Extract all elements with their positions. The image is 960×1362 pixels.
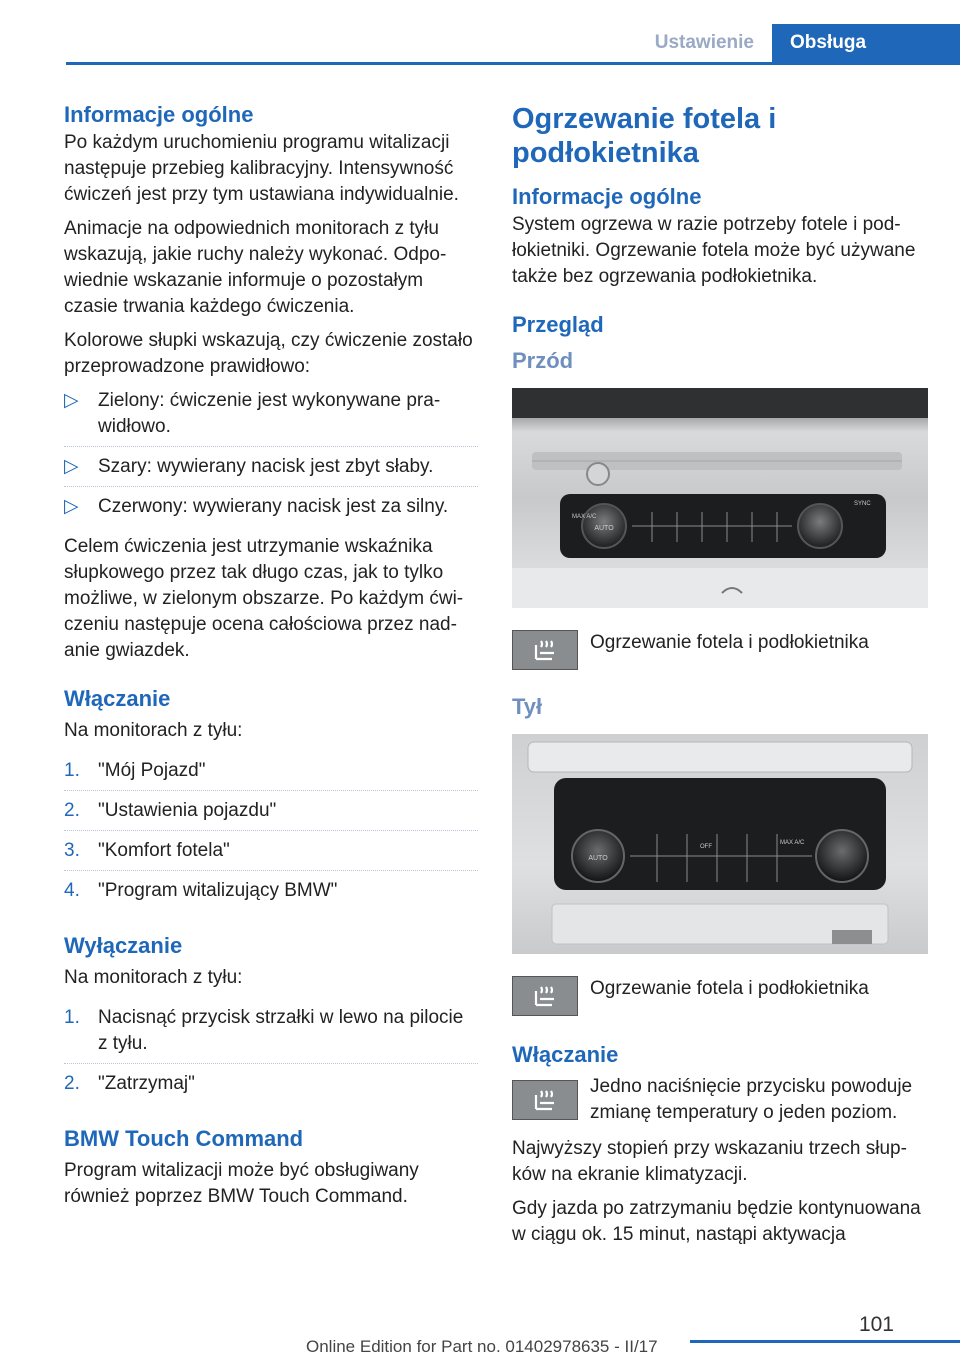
front-caption — [512, 630, 928, 670]
instruction-text: Jedno naciśnięcie przycisku powoduje zmianę temperatury o jeden poziom. — [590, 1076, 913, 1123]
seat-heating-icon — [512, 1080, 578, 1120]
caption-text: Ogrzewanie fotela i podłokietnika — [590, 632, 869, 653]
heading-switch-on: Włączanie — [512, 1042, 619, 1067]
heading-overview: Przegląd — [512, 312, 604, 337]
svg-text:AUTO: AUTO — [588, 855, 608, 862]
triangle-bullet-icon: ▷ — [64, 456, 79, 477]
rear-caption — [512, 976, 928, 1016]
list-item: 2. "Zatrzymaj" — [64, 1073, 195, 1094]
switch-on-instruction — [512, 1074, 928, 1126]
heading-switch-off: Wyłączanie — [64, 933, 183, 958]
seat-heating-icon — [512, 630, 578, 670]
list-item: ▷ Zielony: ćwiczenie jest wykonywane prawidłowo. — [64, 388, 478, 447]
bullet-list — [64, 388, 478, 527]
triangle-bullet-icon: ▷ — [64, 496, 79, 517]
paragraph: Animacje na odpowiednich monitorach z tyłu wskazują, jakie ruchy należy wykonać. Odpowiednie wskazanie informuje o pozostałym czasie trwania każdego ćwiczenia. — [64, 218, 447, 317]
paragraph: Gdy jazda po zatrzymaniu będzie kontynuowana w ciągu ok. 15 minut, nastąpi aktywacja — [512, 1198, 921, 1245]
steps-off-list — [64, 1005, 478, 1104]
list-item: 1. "Mój Pojazd" — [64, 758, 478, 791]
svg-text:MAX A/C: MAX A/C — [780, 840, 805, 846]
front-climate-panel-photo — [512, 388, 928, 608]
tab-obsluga[interactable]: Obsługa — [772, 24, 960, 62]
list-item: ▷ Czerwony: wywierany nacisk jest za silny. — [64, 494, 478, 527]
paragraph: Program witalizacji może być obsługiwany również poprzez BMW Touch Command. — [64, 1160, 419, 1207]
heading-rear: Tył — [512, 694, 543, 719]
caption-text: Ogrzewanie fotela i podłokietnika — [590, 978, 869, 999]
heading-general-info: Informacje ogólne — [64, 102, 254, 127]
paragraph: Na monitorach z tyłu: — [64, 720, 243, 741]
svg-text:MAX A/C: MAX A/C — [572, 514, 597, 520]
paragraph: Po każdym uruchomieniu programu witalizacji następuje przebieg kalibracyjny. Intensywność ćwiczeń jest przy tym ustawiana indywidualnie. — [64, 132, 459, 205]
heading-front: Przód — [512, 348, 574, 373]
chapter-tabs — [637, 24, 960, 62]
left-column — [64, 102, 478, 1218]
paragraph: Na monitorach z tyłu: — [64, 967, 243, 988]
header-rule — [66, 62, 960, 65]
page-number: 101 — [858, 1313, 894, 1336]
paragraph: Celem ćwiczenia jest utrzymanie wskaźnika słupkowego przez tak długo czas, jak to tylko możliwe, w zielonym obszarze. Po każdym ćwiczeniu następuje ocena całościowa przez nadanie gwiazdek. — [64, 536, 464, 661]
list-item: 2. "Ustawienia pojazdu" — [64, 798, 478, 831]
paragraph: System ogrzewa w razie potrzeby fotele i podłokietniki. Ogrzewanie fotela może być używane także bez ogrzewania podłokietnika. — [512, 214, 916, 287]
right-column — [512, 102, 928, 1256]
list-item: 4. "Program witalizujący BMW" — [64, 880, 338, 901]
rear-climate-panel-photo — [512, 734, 928, 954]
heading-switch-on: Włączanie — [64, 686, 171, 711]
seat-heating-icon — [512, 976, 578, 1016]
page-title: Ogrzewanie fotela i podłokietnika — [512, 103, 777, 169]
tab-ustawienie[interactable]: Ustawienie — [654, 32, 754, 53]
svg-text:SYNC: SYNC — [854, 501, 871, 507]
list-item: 3. "Komfort fotela" — [64, 838, 478, 871]
list-item: 1. Nacisnąć przycisk strzałki w lewo na pilocie z tyłu. — [64, 1005, 478, 1064]
edition-note: Online Edition for Part no. 01402978635 - II/17 — [306, 1337, 658, 1356]
paragraph: Najwyższy stopień przy wskazaniu trzech słupków na ekranie klimatyzacji. — [512, 1138, 907, 1185]
paragraph: Kolorowe słupki wskazują, czy ćwiczenie zostało przeprowadzone prawidłowo: — [64, 330, 473, 377]
footer-rule — [690, 1340, 960, 1343]
svg-text:OFF: OFF — [700, 844, 712, 850]
svg-text:AUTO: AUTO — [594, 525, 614, 532]
triangle-bullet-icon: ▷ — [64, 390, 79, 411]
steps-on-list — [64, 758, 478, 911]
heading-general-info: Informacje ogólne — [512, 184, 702, 209]
heading-touch-command: BMW Touch Command — [64, 1126, 304, 1151]
list-item: ▷ Szary: wywierany nacisk jest zbyt słaby. — [64, 454, 478, 487]
